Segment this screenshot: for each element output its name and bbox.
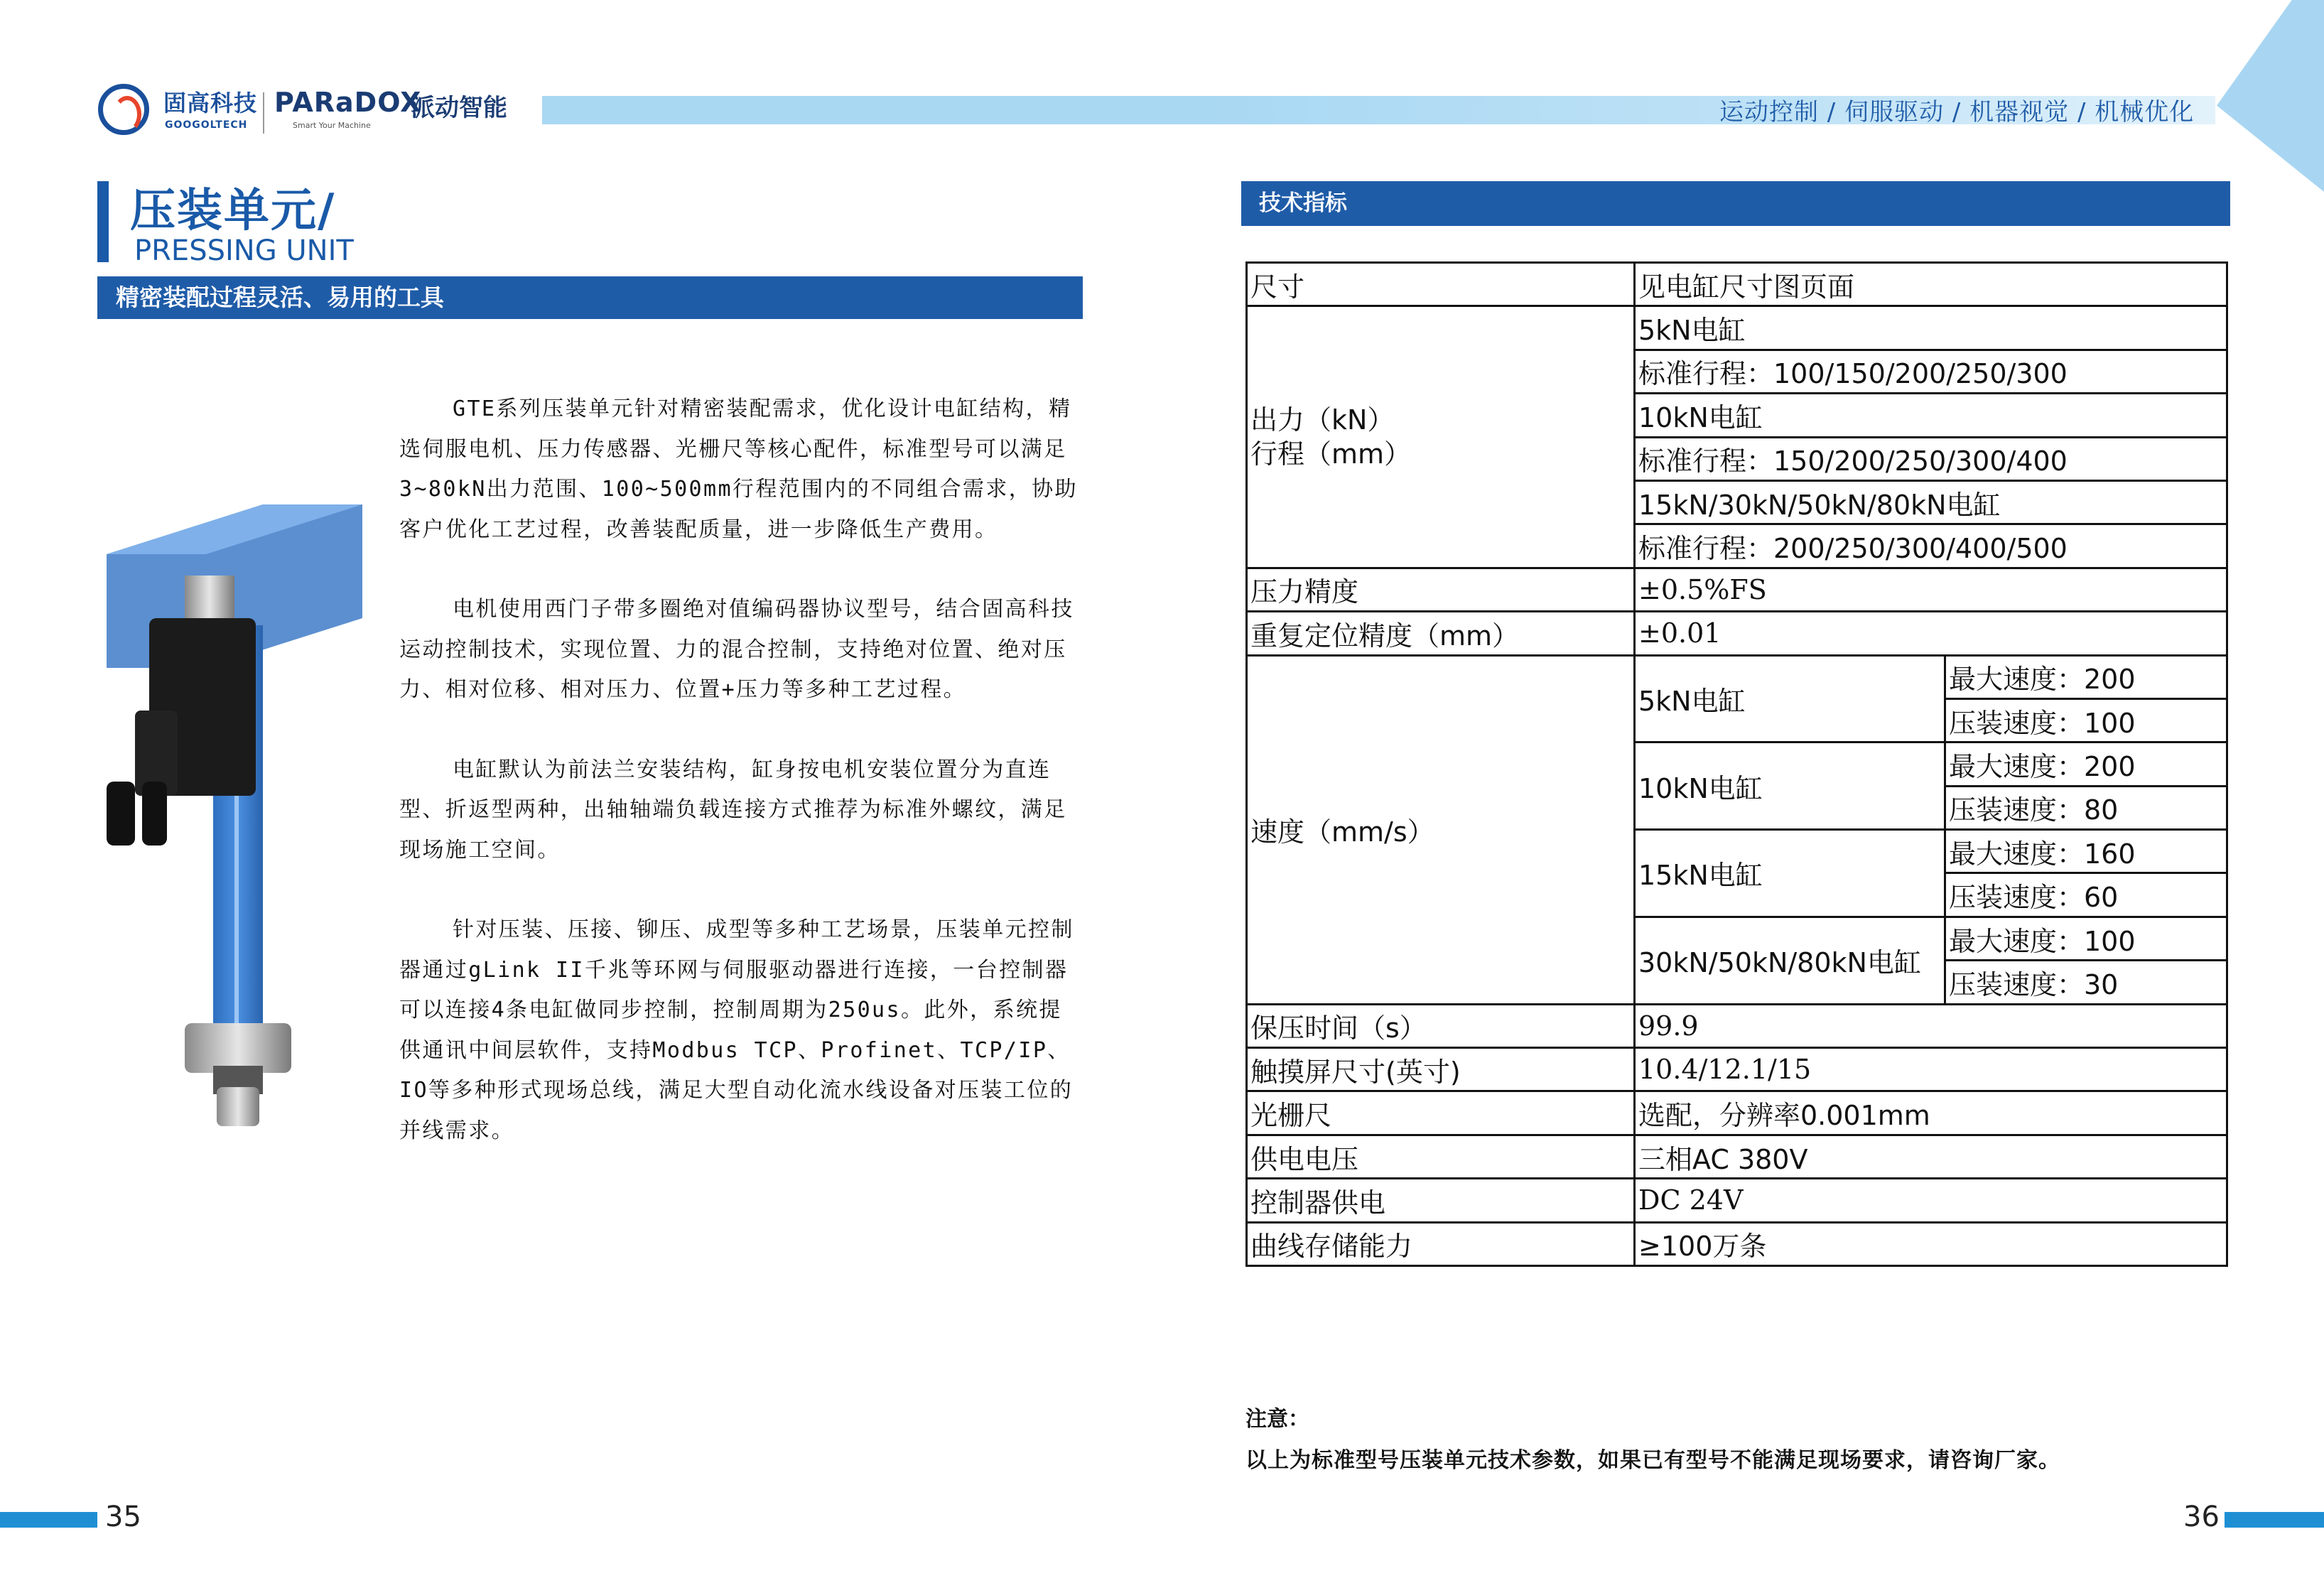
force-5kn: 5kN电缸 [1635, 306, 2227, 350]
speed-15kn: 15kN电缸 [1635, 830, 1945, 917]
curve-label: 曲线存储能力 [1247, 1222, 1635, 1265]
pressure-label: 压力精度 [1247, 568, 1635, 611]
table-row [1247, 1179, 2227, 1222]
speed-30kn: 30kN/50kN/80kN电缸 [1635, 917, 1945, 1004]
size-label: 尺寸 [1247, 263, 1635, 306]
power-value: 三相AC 380V [1635, 1135, 2227, 1178]
table-row [1247, 655, 2227, 698]
table-row [1247, 1091, 2227, 1135]
table-row [1247, 612, 2227, 655]
repeat-label: 重复定位精度（mm） [1247, 612, 1635, 655]
table-row [1247, 1048, 2227, 1091]
force-label: 出力（kN） 行程（mm） [1247, 306, 1635, 568]
footer-bar-left [0, 1512, 97, 1528]
brand-logos [92, 78, 533, 142]
ctrl-power-label: 控制器供电 [1247, 1179, 1635, 1222]
spec-section-title: 技术指标 [1241, 181, 2230, 226]
table-row [1247, 1222, 2227, 1265]
speed-10kn-press: 压装速度：80 [1945, 786, 2227, 829]
speed-5kn-max: 最大速度：200 [1945, 655, 2227, 698]
speed-15kn-max: 最大速度：160 [1945, 830, 2227, 873]
table-row [1247, 263, 2227, 306]
logo-divider [263, 92, 264, 134]
subtitle-bar: 精密装配过程灵活、易用的工具 [97, 276, 1083, 319]
speed-label: 速度（mm/s） [1247, 655, 1635, 1004]
paragraph-controller: 针对压装、压接、铆压、成型等多种工艺场景，压装单元控制器通过gLink II千兆等环网与伺服驱动器进行连接，一台控制器可以连接4条电缸做同步控制，控制周期为250us。此外，系统提供通讯中间层软件，支持Modbus TCP、Profinet、TCP/IP、IO等多种形式现场总线，满足大型自动化流水线设备对压装工位的并线需求。 [399, 917, 1074, 1143]
table-row [1247, 568, 2227, 611]
table-row [1247, 306, 2227, 350]
corner-decoration [2217, 0, 2324, 192]
grating-label: 光栅尺 [1247, 1091, 1635, 1135]
title-accent-bar [97, 181, 109, 262]
power-label: 供电电压 [1247, 1135, 1635, 1178]
curve-value: ≥100万条 [1635, 1222, 2227, 1265]
pressing-unit-image [99, 497, 384, 1137]
googol-logo-cn: 固高科技 [163, 90, 258, 117]
header-tagline: 运动控制 / 伺服驱动 / 机器视觉 / 机械优化 [1719, 98, 2195, 126]
googol-logo-icon [98, 84, 149, 135]
stroke-15kn: 标准行程：200/250/300/400/500 [1635, 524, 2227, 568]
grating-value: 选配，分辨率0.001mm [1635, 1091, 2227, 1135]
page-number-left: 35 [105, 1501, 141, 1533]
footer-bar-right [2225, 1512, 2324, 1528]
screen-label: 触摸屏尺寸(英寸) [1247, 1048, 1635, 1091]
stroke-10kn: 标准行程：150/200/250/300/400 [1635, 437, 2227, 480]
speed-10kn: 10kN电缸 [1635, 742, 1945, 830]
paragraph-motor: 电机使用西门子带多圈绝对值编码器协议型号，结合固高科技运动控制技术，实现位置、力的混合控制，支持绝对位置、绝对压力、相对位移、相对压力、位置+压力等多种工艺过程。 [399, 597, 1074, 702]
speed-15kn-press: 压装速度：60 [1945, 873, 2227, 917]
paradox-logo-cn: 派动智能 [411, 94, 507, 122]
force-15kn: 15kN/30kN/50kN/80kN电缸 [1635, 480, 2227, 524]
table-row [1247, 1004, 2227, 1047]
stroke-5kn: 标准行程：100/150/200/250/300 [1635, 350, 2227, 393]
speed-30kn-max: 最大速度：100 [1945, 917, 2227, 960]
table-row [1247, 1135, 2227, 1178]
page-number-right: 36 [2183, 1501, 2220, 1533]
size-value: 见电缸尺寸图页面 [1635, 263, 2227, 306]
speed-5kn-press: 压装速度：100 [1945, 698, 2227, 742]
description-text [399, 389, 1081, 1191]
note-label: 注意： [1245, 1407, 1309, 1432]
paradox-logo-en: PARaDOX [274, 87, 422, 118]
speed-30kn-press: 压装速度：30 [1945, 961, 2227, 1004]
paragraph-intro: GTE系列压装单元针对精密装配需求，优化设计电缸结构，精选伺服电机、压力传感器、光栅尺等核心配件，标准型号可以满足3~80kN出力范围、100~500mm行程范围内的不同组合需求，协助客户优化工艺过程，改善装配质量，进一步降低生产费用。 [399, 396, 1078, 542]
paradox-tagline: Smart Your Machine [293, 121, 371, 130]
page-title-cn: 压装单元/ [130, 185, 336, 237]
spec-table [1245, 261, 2228, 1267]
paragraph-cylinder: 电缸默认为前法兰安装结构，缸身按电机安装位置分为直连型、折返型两种，出轴轴端负载连接方式推荐为标准外螺纹，满足现场施工空间。 [399, 757, 1067, 863]
ctrl-power-value: DC 24V [1635, 1179, 2227, 1222]
pressure-value: ±0.5%FS [1635, 568, 2227, 611]
force-10kn: 10kN电缸 [1635, 394, 2227, 437]
speed-10kn-max: 最大速度：200 [1945, 742, 2227, 786]
hold-value: 99.9 [1635, 1004, 2227, 1047]
repeat-value: ±0.01 [1635, 612, 2227, 655]
note-text: 以上为标准型号压装单元技术参数，如果已有型号不能满足现场要求，请咨询厂家。 [1245, 1448, 2060, 1473]
speed-5kn: 5kN电缸 [1635, 655, 1945, 742]
googol-logo-en: GOOGOLTECH [165, 119, 248, 131]
hold-label: 保压时间（s） [1247, 1004, 1635, 1047]
page-title-en: PRESSING UNIT [134, 234, 354, 267]
screen-value: 10.4/12.1/15 [1635, 1048, 2227, 1091]
